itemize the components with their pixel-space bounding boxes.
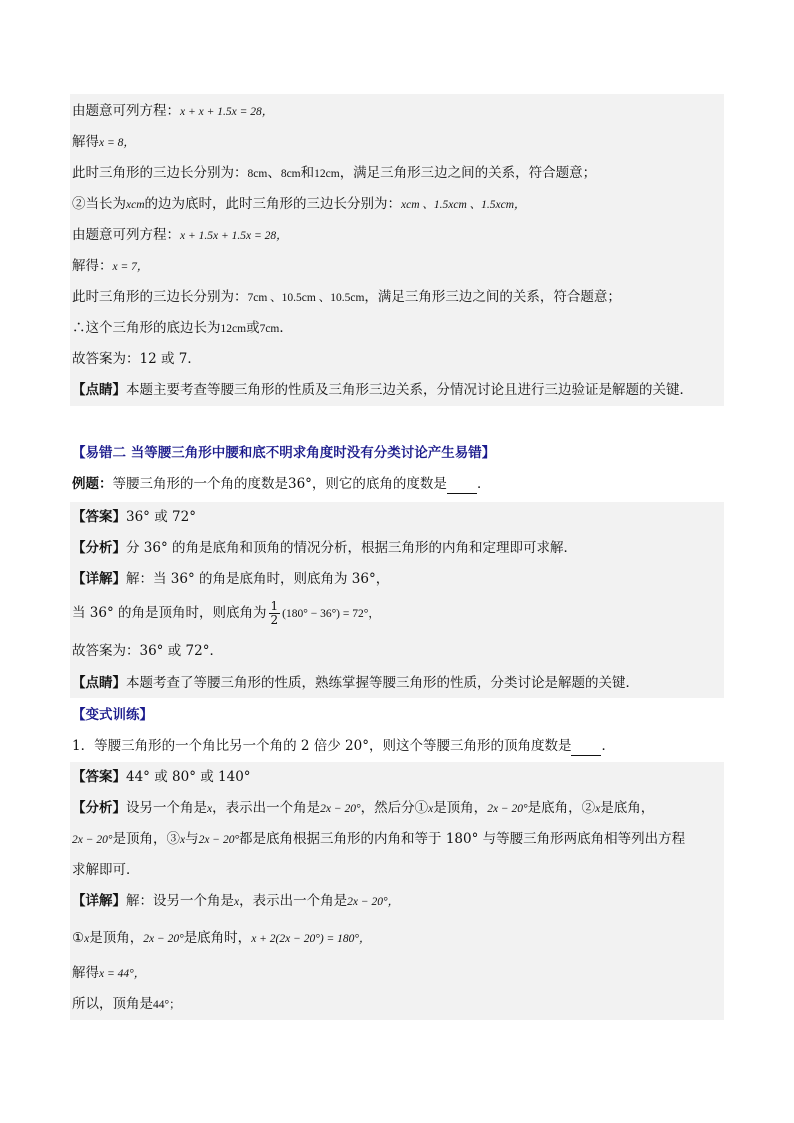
practice-detail-3: 解得x = 44°，: [72, 965, 146, 981]
practice-heading: 【变式训练】: [72, 707, 153, 723]
sides-line-1: 此时三角形的三边长分别为：8cm、8cm和12cm，满足三角形三边之间的关系，符合题意；: [72, 165, 597, 181]
conclusion-line: ∴这个三角形的底边长为12cm或7cm．: [72, 320, 293, 336]
detail-line-1: 【详解】解：当 36° 的角是底角时，则底角为 36°，: [72, 571, 390, 587]
detail-line-2: 当 36° 的角是顶角时，则底角为 $\frac{1}{2}$ (180° − 36°) = 72°，: [72, 599, 380, 627]
solution-line-2: 解得：x = 7，: [72, 258, 149, 274]
practice-question-1: 1．等腰三角形的一个角比另一个角的 2 倍少 20°，则这个等腰三角形的顶角度数是 ．: [72, 738, 615, 754]
practice-answer: 【答案】44° 或 80° 或 140°: [72, 769, 251, 785]
practice-analysis-1: 【分析】设另一个角是x，表示出一个角是2x − 20°，然后分①x是顶角，2x − 20°是底角，②x是底角，: [72, 800, 655, 816]
equation-line-2: 由题意可列方程：x + 1.5x + 1.5x = 28，: [72, 227, 288, 243]
section-heading: 【易错二 当等腰三角形中腰和底不明求角度时没有分类讨论产生易错】: [72, 445, 496, 461]
fraction-one-half: $\frac{1}{2}$: [270, 599, 279, 627]
practice-detail-2: ①x是顶角，2x − 20°是底角时，x + 2(2x − 20°) = 180°，: [72, 930, 371, 946]
note-line-1: 【点睛】本题主要考查等腰三角形的性质及三角形三边关系，分情况讨论且进行三边验证是解题的关键．: [72, 382, 693, 398]
solution-line-1: 解得x = 8，: [72, 134, 135, 150]
practice-detail-4: 所以，顶角是44°；: [72, 996, 181, 1012]
case-two-line: ②当长为xcm的边为底时，此时三角形的三边长分别为：xcm 、1.5xcm 、1.5xcm，: [72, 196, 526, 212]
answer-blank: [447, 479, 477, 494]
detail-line-3: 故答案为：36° 或 72°．: [72, 643, 223, 659]
answer-blank: [571, 741, 601, 756]
answer-line: 【答案】36° 或 72°: [72, 509, 196, 525]
analysis-line: 【分析】分 36° 的角是底角和顶角的情况分析，根据三角形的内角和定理即可求解．: [72, 540, 578, 556]
note-line-2: 【点睛】本题考查了等腰三角形的性质，熟练掌握等腰三角形的性质，分类讨论是解题的关键．: [72, 675, 639, 691]
final-answer-line: 故答案为：12 或 7．: [72, 351, 201, 367]
equation-line-1: 由题意可列方程：x + x + 1.5x = 28，: [72, 103, 274, 119]
example-question: 例题：等腰三角形的一个角的度数是36°，则它的底角的度数是 ．: [72, 476, 491, 492]
practice-analysis-2: 2x − 20°是顶角，③x与2x − 20°都是底角根据三角形的内角和等于 180° 与等腰三角形两底角相等列出方程: [72, 831, 686, 847]
practice-analysis-3: 求解即可．: [72, 862, 140, 878]
sides-line-2: 此时三角形的三边长分别为：7cm 、10.5cm 、10.5cm，满足三角形三边之间的关系，符合题意；: [72, 289, 621, 305]
practice-detail-1: 【详解】解：设另一个角是x，表示出一个角是2x − 20°，: [72, 893, 400, 909]
